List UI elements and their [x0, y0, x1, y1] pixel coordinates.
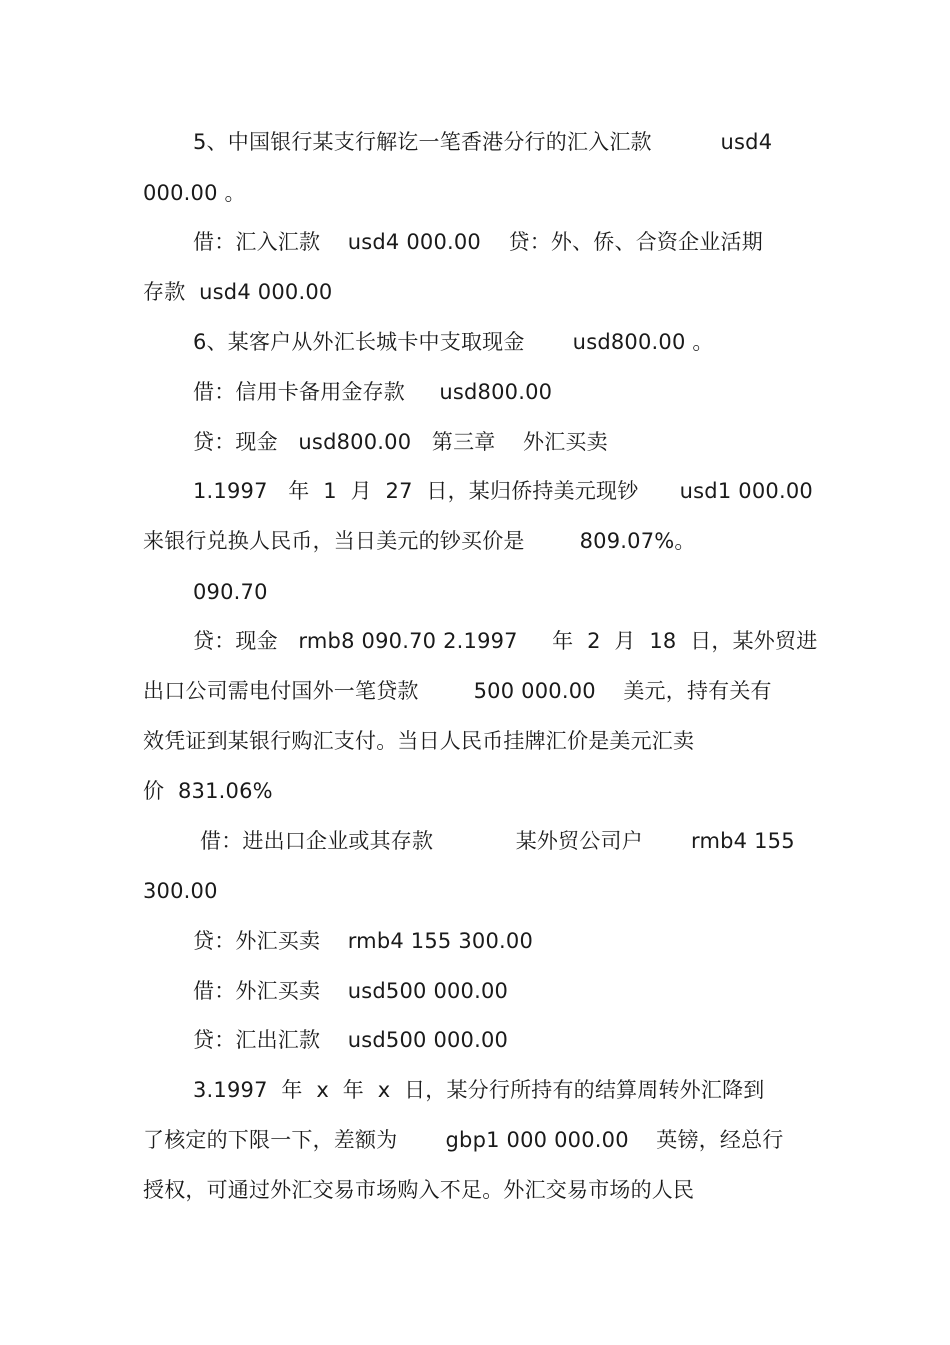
text-line-21: 了核定的下限一下，差额为 gbp1 000 000.00 英镑，经总行 [143, 1128, 784, 1152]
text-line-11: 贷：现金 rmb8 090.70 2.1997 年 2 月 18 日，某外贸进 [193, 629, 818, 653]
text-line-12: 出口公司需电付国外一笔贷款 500 000.00 美元，持有关有 [143, 679, 772, 703]
text-line-8: 1.1997 年 1 月 27 日，某归侨持美元现钞 usd1 000.00 [193, 479, 813, 503]
text-line-7: 贷：现金 usd800.00 第三章 外汇买卖 [193, 430, 608, 454]
text-line-18: 借：外汇买卖 usd500 000.00 [193, 979, 509, 1003]
text-line-9: 来银行兑换人民币，当日美元的钞买价是 809.07%。 [143, 529, 696, 553]
text-line-10: 090.70 [193, 580, 268, 604]
text-line-13: 效凭证到某银行购汇支付。当日人民币挂牌汇价是美元汇卖 [143, 729, 695, 753]
text-line-15: 借：进出口企业或其存款 某外贸公司户 rmb4 155 [200, 829, 795, 853]
text-line-14: 价 831.06% [143, 779, 273, 803]
text-line-19: 贷：汇出汇款 usd500 000.00 [193, 1028, 509, 1052]
text-line-16: 300.00 [143, 879, 218, 903]
text-line-20: 3.1997 年 x 年 x 日，某分行所持有的结算周转外汇降到 [193, 1078, 765, 1102]
text-line-1: 5、中国银行某支行解讫一笔香港分行的汇入汇款 usd4 [193, 130, 773, 154]
text-line-22: 授权，可通过外汇交易市场购入不足。外汇交易市场的人民 [143, 1178, 695, 1202]
text-line-17: 贷：外汇买卖 rmb4 155 300.00 [193, 929, 534, 953]
text-line-6: 借：信用卡备用金存款 usd800.00 [193, 380, 553, 404]
text-line-5: 6、某客户从外汇长城卡中支取现金 usd800.00 。 [193, 330, 714, 354]
text-line-3: 借：汇入汇款 usd4 000.00 贷：外、侨、合资企业活期 [193, 230, 763, 254]
text-line-2: 000.00 。 [143, 181, 246, 205]
text-line-4: 存款 usd4 000.00 [143, 280, 333, 304]
